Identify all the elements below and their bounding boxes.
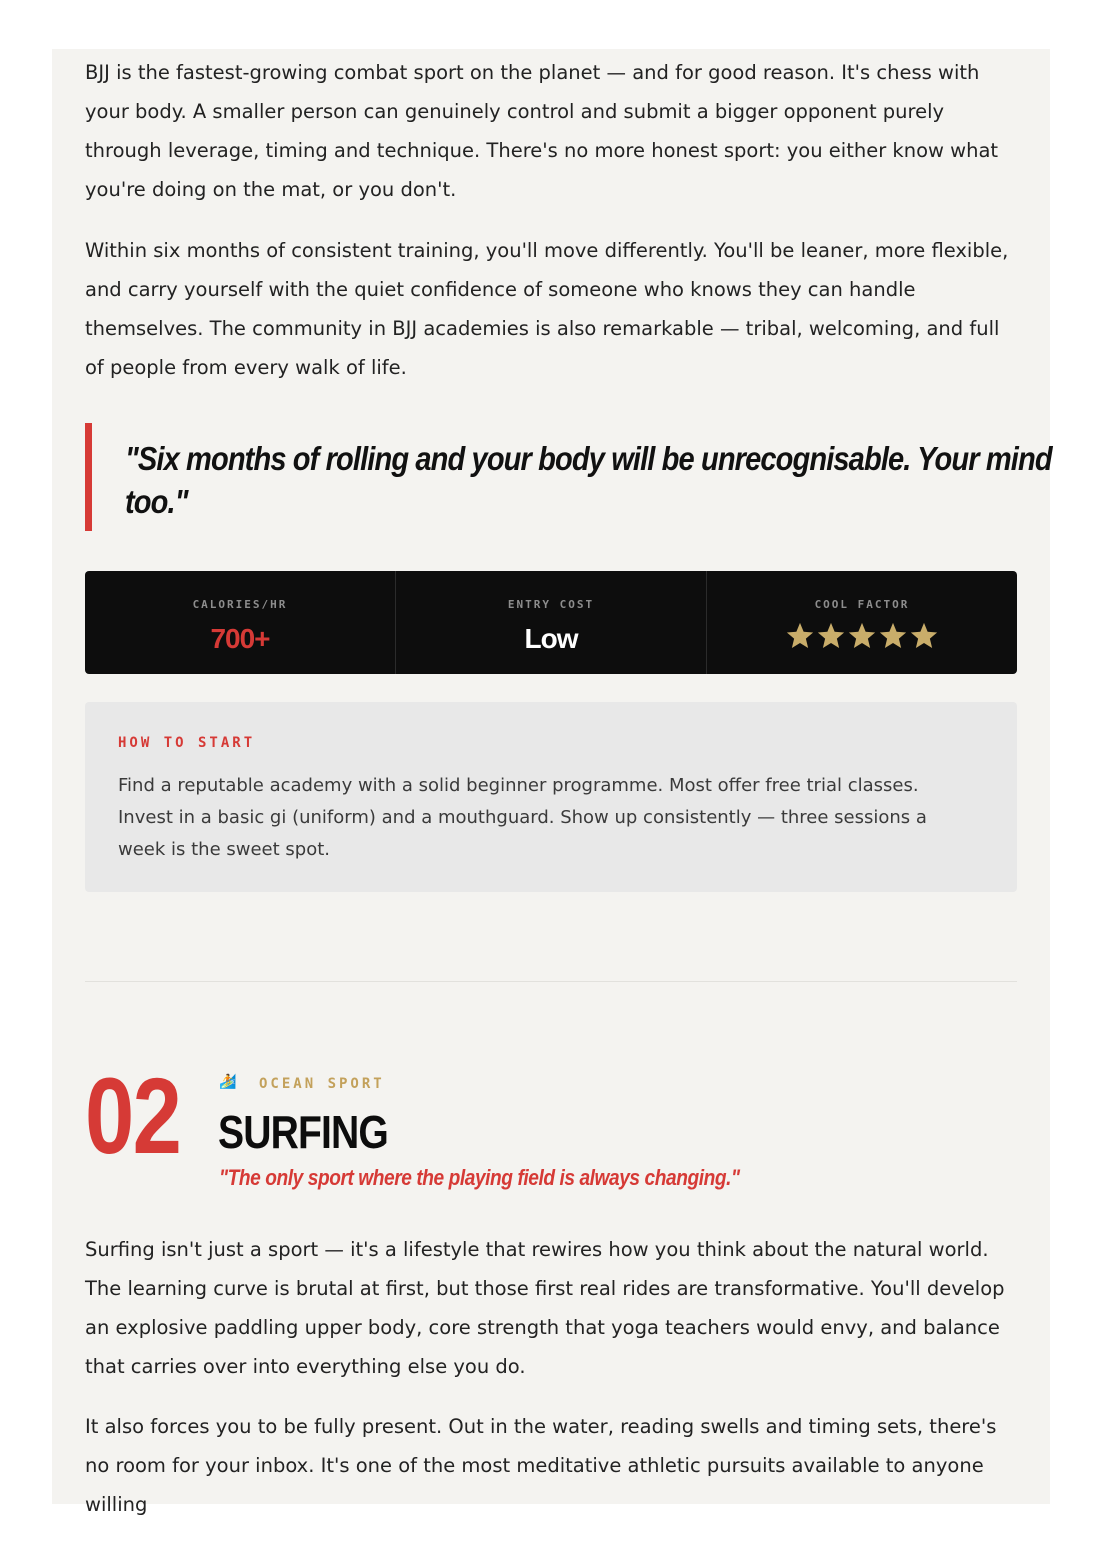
- pull-quote-text: "Six months of rolling and your body will be unrecognisable. Your mind too.": [125, 440, 1052, 520]
- star-icon: [785, 621, 815, 651]
- section-category: OCEAN SPORT: [259, 1076, 385, 1092]
- section-tagline: "The only sport where the playing field is always changing.": [219, 1165, 740, 1190]
- stat-calories-value: 700+: [210, 623, 270, 654]
- section-title: SURFING: [218, 1106, 388, 1158]
- stat-entry-cost-value: Low: [524, 623, 578, 654]
- stat-cool-factor: [707, 571, 1017, 674]
- star-icon: [878, 621, 908, 651]
- stat-calories: [85, 571, 396, 674]
- star-rating: [707, 621, 1017, 651]
- pull-quote: [85, 423, 1052, 531]
- surfing-paragraph-1: Surfing isn't just a sport — it's a lifestyle that rewires how you think about the natural world. The learning curve is brutal at first, but those first real rides are transformative. You'll develop an explosive paddling upper body, core strength that yoga teachers would envy, and balance that carries over into everything else you do.: [85, 1238, 1005, 1378]
- stat-calories-label: CALORIES/HR: [192, 598, 288, 611]
- stat-cool-factor-label: COOL FACTOR: [814, 598, 910, 611]
- star-icon: [816, 621, 846, 651]
- section-number: 02: [85, 1055, 181, 1176]
- stat-entry-cost-label: ENTRY COST: [507, 598, 595, 611]
- star-icon: [847, 621, 877, 651]
- article-page: [52, 49, 1052, 1516]
- surfer-icon: 🏄: [219, 1073, 237, 1089]
- how-to-start-title: HOW TO START: [118, 735, 256, 751]
- how-to-start-text: Find a reputable academy with a solid beginner programme. Most offer free trial classes. Invest in a basic gi (uniform) and a mouthguard. Show up consistently — three sessions a week is the sweet spot.: [118, 775, 927, 860]
- how-to-start-box: [85, 702, 1017, 892]
- surfing-paragraph-2: It also forces you to be fully present. Out in the water, reading swells and timing sets, there's no room for your inbox. It's one of the most meditative athletic pursuits available to anyone willing: [85, 1415, 997, 1516]
- bjj-paragraph-2: Within six months of consistent training, you'll move differently. You'll be leaner, more flexible, and carry yourself with the quiet confidence of someone who knows they can handle themselves. The community in BJJ academies is also remarkable — tribal, welcoming, and full of people from every walk of life.: [85, 239, 1009, 379]
- section-divider: [85, 981, 1017, 982]
- star-icon: [909, 621, 939, 651]
- stat-entry-cost: [396, 571, 707, 674]
- bjj-paragraph-1: BJJ is the fastest-growing combat sport on the planet — and for good reason. It's chess with your body. A smaller person can genuinely control and submit a bigger opponent purely through leverage, timing and technique. There's no more honest sport: you either know what you're doing on the mat, or you don't.: [85, 61, 999, 201]
- stats-bar: [85, 571, 1017, 674]
